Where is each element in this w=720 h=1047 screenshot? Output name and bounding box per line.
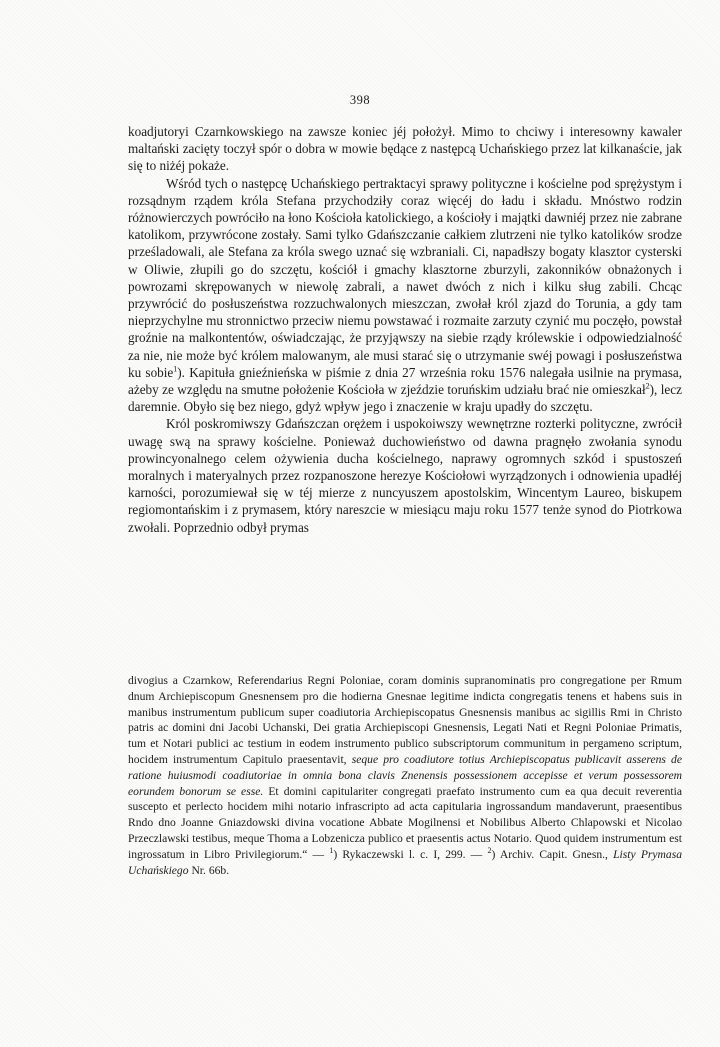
paragraph: koadjutoryi Czarnkowskiego na zawsze koniec jéj położył. Mimo to chciwy i interesowny kawaler maltański zacięty toczył spór o dobra w mowie będące z następcą Uchańskiego przez lat kilkanaście, jak się to niżéj pokaże.	[128, 124, 682, 174]
footnote-segment: Et domini capitulariter congregati praefato instrumento cum ea qua decuit reverentia suscepto et perlecto hocidem mihi notario infrascripto ad acta capitularia ingrossandum mandaverunt, praesentibus Rndo dno Joanne Gniazdowski divina vocatione Abbate Mogilnensi et Nobilibus Alberto Chlapowski et Nicolao Przeczlawski testibus, meque Thoma a Lobzenicza publico et praesentis actus Notario. Quod quidem instrumentum est ingrossatum in Libro Privilegiorum.“ —	[128, 784, 682, 861]
footnote-italic: seque pro coadiutore totius Archiepiscopatus publicavit asserens de ratione huiusmodi coadiutoriae in omnia bona clavis Znenensis possessionem accepisse et verum possessorem eorundem bonorum se esse.	[128, 752, 682, 798]
paragraph: Król poskromiwszy Gdańszczan orężem i uspokoiwszy wewnętrzne rozterki polityczne, zwrócił uwagę swą na sprawy kościelne. Ponieważ duchowieństwo od dawna pragnęło zwołania synodu prowincyonalnego celem ożywienia ducha kościelnego, naprawy ogromnych szkód i spustoszeń moralnych i materyalnych przez rozpanoszone herezye Kościołowi wyrządzonych i odnowienia upadłéj karności, porozumiewał się w téj mierze z nuncyuszem apostolskim, Wincentym Laureo, biskupem regiomontańskim i z prymasem, który nareszcie w miesiącu maju roku 1577 tenże synod do Piotrkowa zwołali. Poprzednio odbył prymas	[128, 416, 682, 535]
main-text	[128, 123, 682, 536]
footnote-text	[128, 673, 682, 878]
footnote-mark: 1	[329, 845, 334, 855]
footnotes	[128, 673, 682, 878]
paragraph	[128, 175, 682, 416]
paragraph-text: ). Kapituła gnieźnieńska w piśmie z dnia 27 września roku 1576 nalegała usilnie na prymasa, ażeby ze względu na smutne położenie Kościoła w zjeździe toruńskim udziału brać nie omieszkał	[128, 364, 682, 398]
footnote-segment: ) Rykaczewski l. c. I, 299. —	[333, 847, 483, 861]
footnote-segment: divogius a Czarnkow, Referendarius Regni Poloniae, coram dominis supranominatis pro congregatione per Rmum dnum Archiepiscopum Gnesnensem pro die hodierna Gnesnae legitime indicta congregatis tenens et habens suis in manibus instrumentum publicum super coadiutoria Archiepiscopatus Gnesnensis manibus ac sigillis Rmi in Christo patris ac domini dni Jacobi Uchanski, Dei gratia Archiepiscopi Gnesnensis, Legati Nati et Regni Poloniae Primatis, tum et Notari publici ac testium in eodem instrumento publico subscriptorum communitum in pergameno scriptum, hocidem instrumentum Capitulo praesentavit,	[128, 674, 682, 766]
footnote-italic: Listy Prymasa Uchańskiego	[128, 847, 683, 877]
footnote-ref: 1	[173, 364, 178, 374]
footnote-mark: 2	[487, 845, 492, 855]
page-number: 398	[349, 93, 371, 107]
paragraph-text: Wśród tych o następcę Uchańskiego pertraktacyi sprawy polityczne i kościelne pod sprężystym i rozsądnym rządem króla Stefana przychodziły coraz więcéj do ładu i składu. Mnóstwo rodzin różnowierczych powróciło na łono Kościoła katolickiego, a kościoły i majątki dawniéj przez nie zabrane katolikom, przywrócone zostały. Sami tylko Gdańszczanie całkiem zlutrzeni nie tylko katolików srodze prześladowali, ale Stefana za króla swego uznać się wzbraniali. Ci, napadłszy bogaty klasztor cysterski w Oliwie, złupili go do szczętu, kościół i gmachy klasztorne zburzyli, zakonników obnażonych i powrozami skrępowanych w niewolę zabrali, a nawet dwóch z nich i kilku sług zabili. Chcąc przywrócić do posłuszeństwa rozzuchwalonych mieszczan, zwołał król zjazd do Torunia, a gdy tam nieprzychylne mu stronnictwo przeciw niemu powstawać i rozmaite zarzuty czynić mu poczęło, powstał groźnie na malkontentów, oświadczając, że przyjąwszy na siebie rządy królewskie i odpowiedzialność za nie, nie może być królem malowanym, ale musi starać się o utrzymanie swéj powagi i posłuszeństwa ku sobie	[128, 175, 682, 380]
paragraph-text: ), lecz daremnie. Obyło się bez niego, gdyż wpływ jego i znaczenie w kraju upadły do szczętu.	[128, 382, 682, 415]
footnote-segment: ) Archiv. Capit. Gnesn.,	[491, 847, 608, 861]
footnote-segment: Nr. 66b.	[191, 863, 230, 877]
footnote-ref: 2	[645, 381, 650, 391]
